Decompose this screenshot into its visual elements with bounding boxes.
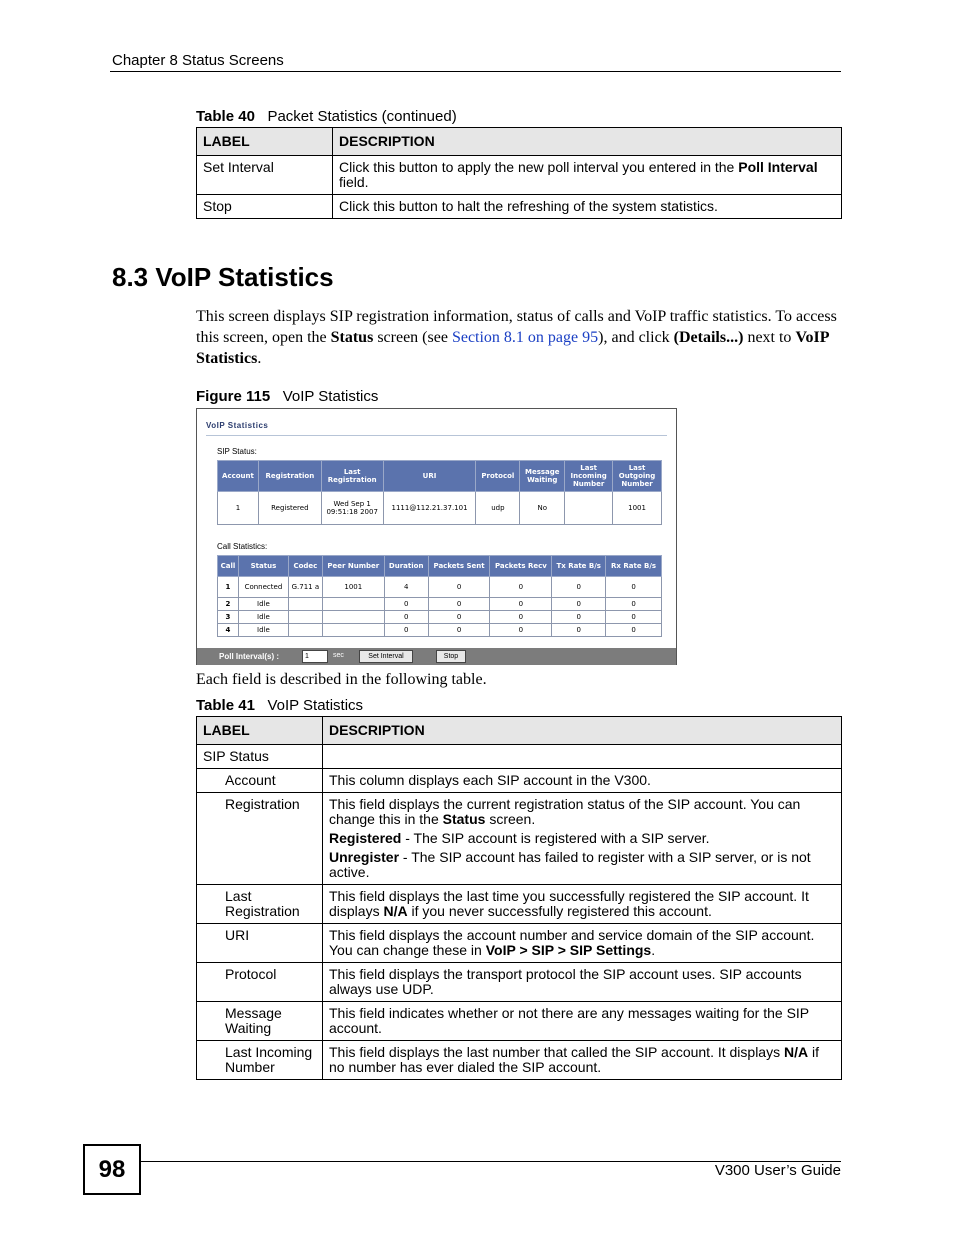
call-cell: 0 — [490, 598, 552, 611]
call-cell: 3 — [218, 611, 239, 624]
table-row — [197, 769, 842, 793]
call-cell: 0 — [552, 598, 606, 611]
table-row — [197, 885, 842, 924]
poll-interval-bar — [197, 648, 676, 665]
call-cell: 0 — [490, 624, 552, 637]
call-cell — [322, 598, 384, 611]
poll-interval-unit: sec — [333, 652, 344, 659]
row-description: Click this button to halt the refreshing of the system statistics. — [333, 195, 842, 219]
sip-cell-last-outgoing: 1001 — [613, 492, 662, 525]
figure-caption-title: VoIP Statistics — [282, 388, 379, 405]
table-row — [218, 577, 662, 598]
call-col-packets-recv: Packets Recv — [490, 556, 552, 577]
row-label: Account — [197, 769, 323, 793]
sip-col-last-incoming: Last Incoming Number — [565, 461, 613, 492]
call-cell: 0 — [384, 611, 428, 624]
call-cell: 0 — [428, 624, 490, 637]
call-cell: 0 — [552, 577, 606, 598]
call-col-status: Status — [238, 556, 288, 577]
row-description: This column displays each SIP account in the V300. — [323, 769, 842, 793]
call-cell: 0 — [606, 598, 662, 611]
call-cell: 4 — [384, 577, 428, 598]
sip-cell-last-incoming — [565, 492, 613, 525]
sip-cell-message-waiting: No — [520, 492, 565, 525]
description-column-header: DESCRIPTION — [333, 128, 842, 156]
section-title: 8.3 VoIP Statistics — [112, 262, 334, 292]
set-interval-button[interactable]: Set Interval — [359, 650, 413, 663]
figure-caption-number: Figure 115 — [196, 388, 271, 405]
call-statistics-table — [217, 555, 662, 637]
call-cell: Idle — [238, 611, 288, 624]
section-link[interactable]: Section 8.1 on page 95 — [451, 329, 599, 346]
row-label: Stop — [197, 195, 333, 219]
call-cell: 1001 — [322, 577, 384, 598]
table-row — [218, 492, 662, 525]
table-row — [197, 156, 842, 195]
sip-col-message-waiting: Message Waiting — [520, 461, 565, 492]
sip-cell-registration: Registered — [258, 492, 321, 525]
call-col-peer-number: Peer Number — [322, 556, 384, 577]
call-cell — [322, 611, 384, 624]
label-column-header: LABEL — [197, 128, 333, 156]
sip-col-protocol: Protocol — [476, 461, 520, 492]
description-column-header: DESCRIPTION — [323, 717, 842, 745]
call-cell: 0 — [428, 577, 490, 598]
row-label: Last Incoming Number — [197, 1041, 323, 1080]
call-cell — [322, 624, 384, 637]
sip-col-registration: Registration — [258, 461, 321, 492]
sip-status-label: SIP Status: — [217, 447, 257, 456]
row-label: Registration — [197, 793, 323, 885]
call-col-rx-rate: Rx Rate B/s — [606, 556, 662, 577]
table-row — [218, 611, 662, 624]
figure-caption — [196, 388, 378, 405]
table40-caption-title: Packet Statistics (continued) — [267, 108, 457, 125]
packet-statistics-table — [196, 127, 842, 219]
row-label: Set Interval — [197, 156, 333, 195]
voip-statistics-table — [196, 716, 842, 1080]
call-cell: 0 — [490, 611, 552, 624]
call-cell: 2 — [218, 598, 239, 611]
row-description: This field displays the last time you successfully registered the SIP account. It displays N/A if you never successfully registered this account. — [323, 885, 842, 924]
call-header-row — [218, 556, 662, 577]
table40-caption — [196, 108, 457, 125]
table-row — [197, 924, 842, 963]
chapter-header: Chapter 8 Status Screens — [112, 52, 284, 69]
table-intro-text: Each field is described in the following table. — [196, 671, 487, 688]
table41-caption — [196, 697, 363, 714]
table-row — [197, 745, 842, 769]
call-cell: 0 — [552, 611, 606, 624]
call-cell: G.711 a — [288, 577, 322, 598]
call-cell: 0 — [384, 624, 428, 637]
row-description: This field indicates whether or not there are any messages waiting for the SIP account. — [323, 1002, 842, 1041]
table41-caption-number: Table 41 — [196, 697, 255, 714]
call-cell: Idle — [238, 598, 288, 611]
sip-col-account: Account — [218, 461, 259, 492]
row-description: This field displays the account number and service domain of the SIP account. You can change these in VoIP > SIP > SIP Settings. — [323, 924, 842, 963]
call-col-tx-rate: Tx Rate B/s — [552, 556, 606, 577]
sip-col-last-registration: Last Registration — [321, 461, 383, 492]
page-number: 98 — [83, 1144, 141, 1195]
call-cell: 0 — [606, 577, 662, 598]
call-cell: 0 — [428, 611, 490, 624]
call-cell: 0 — [384, 598, 428, 611]
sip-col-last-outgoing: Last Outgoing Number — [613, 461, 662, 492]
call-col-codec: Codec — [288, 556, 322, 577]
call-col-duration: Duration — [384, 556, 428, 577]
call-cell: 1 — [218, 577, 239, 598]
header-divider — [110, 71, 841, 72]
call-cell: Connected — [238, 577, 288, 598]
table40-caption-number: Table 40 — [196, 108, 255, 125]
row-label: Last Registration — [197, 885, 323, 924]
row-description: This field displays the last number that called the SIP account. It displays N/A if no number has ever dialed the SIP account. — [323, 1041, 842, 1080]
call-col-packets-sent: Packets Sent — [428, 556, 490, 577]
table-row — [197, 963, 842, 1002]
poll-interval-input[interactable]: 1 — [302, 650, 328, 663]
call-col-call: Call — [218, 556, 239, 577]
guide-title: V300 User’s Guide — [714, 1162, 841, 1179]
table-header-row — [197, 128, 842, 156]
call-cell: 0 — [428, 598, 490, 611]
sip-cell-protocol: udp — [476, 492, 520, 525]
stop-button[interactable]: Stop — [436, 650, 466, 663]
row-description: This field displays the current registration status of the SIP account. You can change this in the Status screen. Registered - The SIP account is registered with a SIP server. Unregister - The SIP account has failed to register with a SIP server, or is not active. — [323, 793, 842, 885]
voip-statistics-screenshot — [196, 408, 677, 665]
call-cell: 4 — [218, 624, 239, 637]
intro-paragraph: This screen displays SIP registration information, status of calls and VoIP traffic statistics. To access this screen, open the Status screen (see Section 8.1 on page 95), and click (Details...) next to VoIP Statistics. — [196, 308, 837, 367]
sip-cell-last-registration: Wed Sep 1 09:51:18 2007 — [321, 492, 383, 525]
label-column-header: LABEL — [197, 717, 323, 745]
call-cell: 0 — [606, 624, 662, 637]
table-row — [197, 793, 842, 885]
call-cell — [288, 598, 322, 611]
row-label: Message Waiting — [197, 1002, 323, 1041]
row-description: Click this button to apply the new poll interval you entered in the Poll Interval field. — [333, 156, 842, 195]
row-label: Protocol — [197, 963, 323, 1002]
row-description: This field displays the transport protocol the SIP account uses. SIP accounts always use UDP. — [323, 963, 842, 1002]
call-statistics-label: Call Statistics: — [217, 542, 268, 551]
call-cell: 0 — [606, 611, 662, 624]
screen-title: VoIP Statistics — [206, 421, 667, 436]
row-label: SIP Status — [197, 745, 323, 769]
sip-header-row — [218, 461, 662, 492]
call-cell: 0 — [490, 577, 552, 598]
sip-status-table — [217, 460, 662, 525]
call-cell — [288, 611, 322, 624]
table-row — [218, 624, 662, 637]
sip-cell-uri: 1111@112.21.37.101 — [383, 492, 476, 525]
table41-caption-title: VoIP Statistics — [267, 697, 364, 714]
row-label: URI — [197, 924, 323, 963]
sip-cell-account: 1 — [218, 492, 259, 525]
table-row — [197, 195, 842, 219]
sip-col-uri: URI — [383, 461, 476, 492]
call-cell: 0 — [552, 624, 606, 637]
table-row — [218, 598, 662, 611]
table-header-row — [197, 717, 842, 745]
poll-interval-label: Poll Interval(s) : — [219, 652, 280, 661]
call-cell — [288, 624, 322, 637]
table-row — [197, 1002, 842, 1041]
table-row — [197, 1041, 842, 1080]
row-description — [323, 745, 842, 769]
call-cell: Idle — [238, 624, 288, 637]
